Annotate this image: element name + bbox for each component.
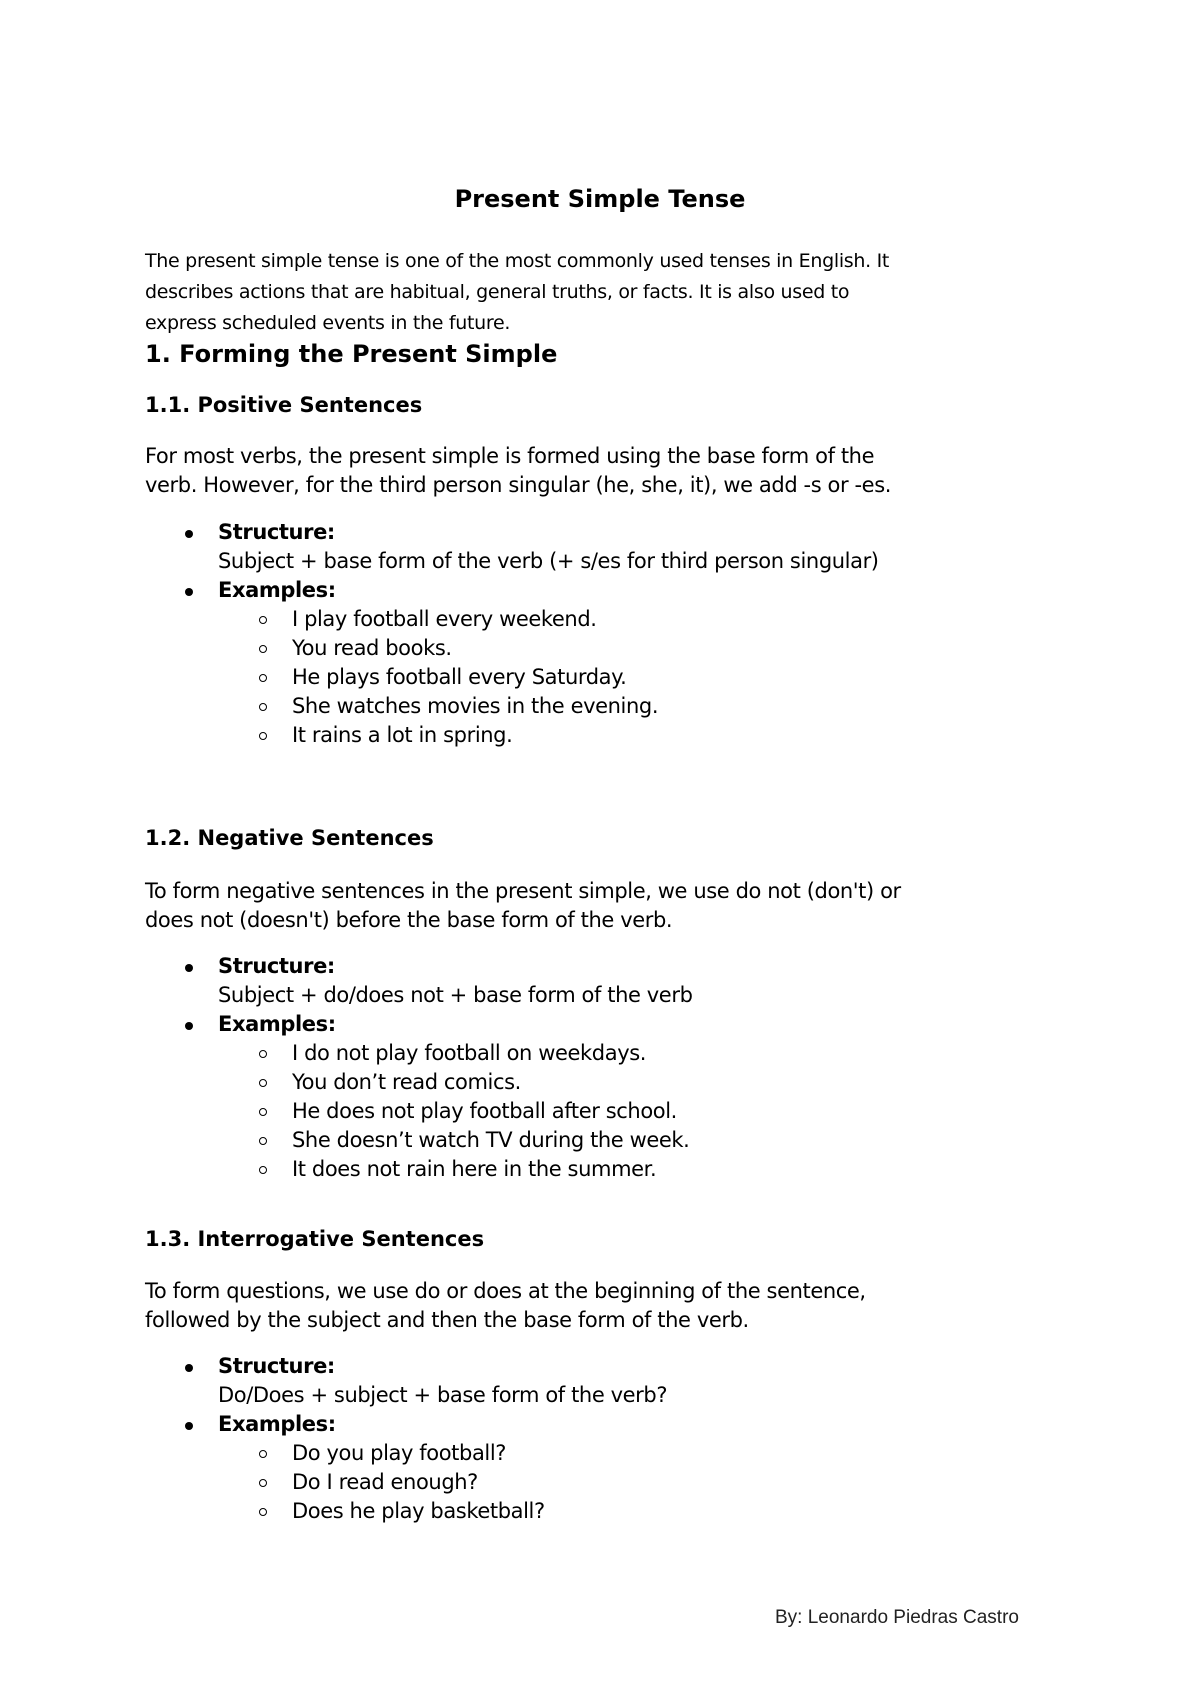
paragraph-line: verb. However, for the third person singular (he, she, it), we add -s or -es. xyxy=(145,473,892,497)
intro-line: describes actions that are habitual, general truths, or facts. It is also used to xyxy=(145,281,850,303)
circle-bullet-icon xyxy=(259,1137,267,1145)
list-item-examples xyxy=(145,1410,1065,1439)
example-item: He does not play football after school. xyxy=(145,1097,1065,1126)
paragraph-line: To form questions, we use do or does at the beginning of the sentence, xyxy=(145,1279,866,1303)
author-footer: By: Leonardo Piedras Castro xyxy=(775,1607,1019,1628)
bullet-icon xyxy=(185,1422,193,1430)
list-item-examples xyxy=(145,1010,1065,1039)
circle-bullet-icon xyxy=(259,1166,267,1174)
list-item-structure xyxy=(145,1352,1065,1410)
list-item-structure xyxy=(145,518,1065,576)
intro-line: express scheduled events in the future. xyxy=(145,312,511,334)
bullet-icon xyxy=(185,588,193,596)
paragraph-line: followed by the subject and then the base form of the verb. xyxy=(145,1308,749,1332)
positive-paragraph xyxy=(145,442,1065,500)
circle-bullet-icon xyxy=(259,1508,267,1516)
structure-text: Do/Does + subject + base form of the verb? xyxy=(218,1383,668,1407)
example-item: Do I read enough? xyxy=(145,1468,1065,1497)
circle-bullet-icon xyxy=(259,732,267,740)
example-item: I do not play football on weekdays. xyxy=(145,1039,1065,1068)
example-item: She doesn’t watch TV during the week. xyxy=(145,1126,1065,1155)
interrogative-paragraph xyxy=(145,1277,1065,1335)
circle-bullet-icon xyxy=(259,674,267,682)
circle-bullet-icon xyxy=(259,1050,267,1058)
structure-label: Structure: xyxy=(218,954,335,978)
negative-list xyxy=(145,952,1065,1184)
example-item: You don’t read comics. xyxy=(145,1068,1065,1097)
intro-line: The present simple tense is one of the most commonly used tenses in English. It xyxy=(145,250,890,272)
list-item-examples xyxy=(145,576,1065,605)
structure-text: Subject + do/does not + base form of the verb xyxy=(218,983,693,1007)
circle-bullet-icon xyxy=(259,1479,267,1487)
circle-bullet-icon xyxy=(259,1079,267,1087)
example-item: Do you play football? xyxy=(145,1439,1065,1468)
circle-bullet-icon xyxy=(259,1450,267,1458)
examples-label: Examples: xyxy=(218,1412,336,1436)
intro-paragraph xyxy=(145,246,1065,339)
circle-bullet-icon xyxy=(259,616,267,624)
examples-label: Examples: xyxy=(218,578,336,602)
subsection-heading-interrogative: 1.3. Interrogative Sentences xyxy=(145,1227,485,1251)
interrogative-list xyxy=(145,1352,1065,1526)
example-item: He plays football every Saturday. xyxy=(145,663,1065,692)
examples-label: Examples: xyxy=(218,1012,336,1036)
example-item: I play football every weekend. xyxy=(145,605,1065,634)
example-item: It rains a lot in spring. xyxy=(145,721,1065,750)
example-item: You read books. xyxy=(145,634,1065,663)
example-item: Does he play basketball? xyxy=(145,1497,1065,1526)
paragraph-line: For most verbs, the present simple is formed using the base form of the xyxy=(145,444,875,468)
bullet-icon xyxy=(185,530,193,538)
positive-list xyxy=(145,518,1065,750)
subsection-heading-positive: 1.1. Positive Sentences xyxy=(145,393,423,417)
bullet-icon xyxy=(185,1364,193,1372)
circle-bullet-icon xyxy=(259,645,267,653)
circle-bullet-icon xyxy=(259,1108,267,1116)
negative-paragraph xyxy=(145,877,1065,935)
example-item: She watches movies in the evening. xyxy=(145,692,1065,721)
bullet-icon xyxy=(185,964,193,972)
structure-label: Structure: xyxy=(218,520,335,544)
structure-text: Subject + base form of the verb (+ s/es for third person singular) xyxy=(218,549,879,573)
paragraph-line: To form negative sentences in the present simple, we use do not (don't) or xyxy=(145,879,901,903)
subsection-heading-negative: 1.2. Negative Sentences xyxy=(145,826,434,850)
section-heading-forming: 1. Forming the Present Simple xyxy=(145,340,558,368)
paragraph-line: does not (doesn't) before the base form of the verb. xyxy=(145,908,673,932)
structure-label: Structure: xyxy=(218,1354,335,1378)
page-title: Present Simple Tense xyxy=(454,185,746,213)
bullet-icon xyxy=(185,1022,193,1030)
circle-bullet-icon xyxy=(259,703,267,711)
example-item: It does not rain here in the summer. xyxy=(145,1155,1065,1184)
list-item-structure xyxy=(145,952,1065,1010)
